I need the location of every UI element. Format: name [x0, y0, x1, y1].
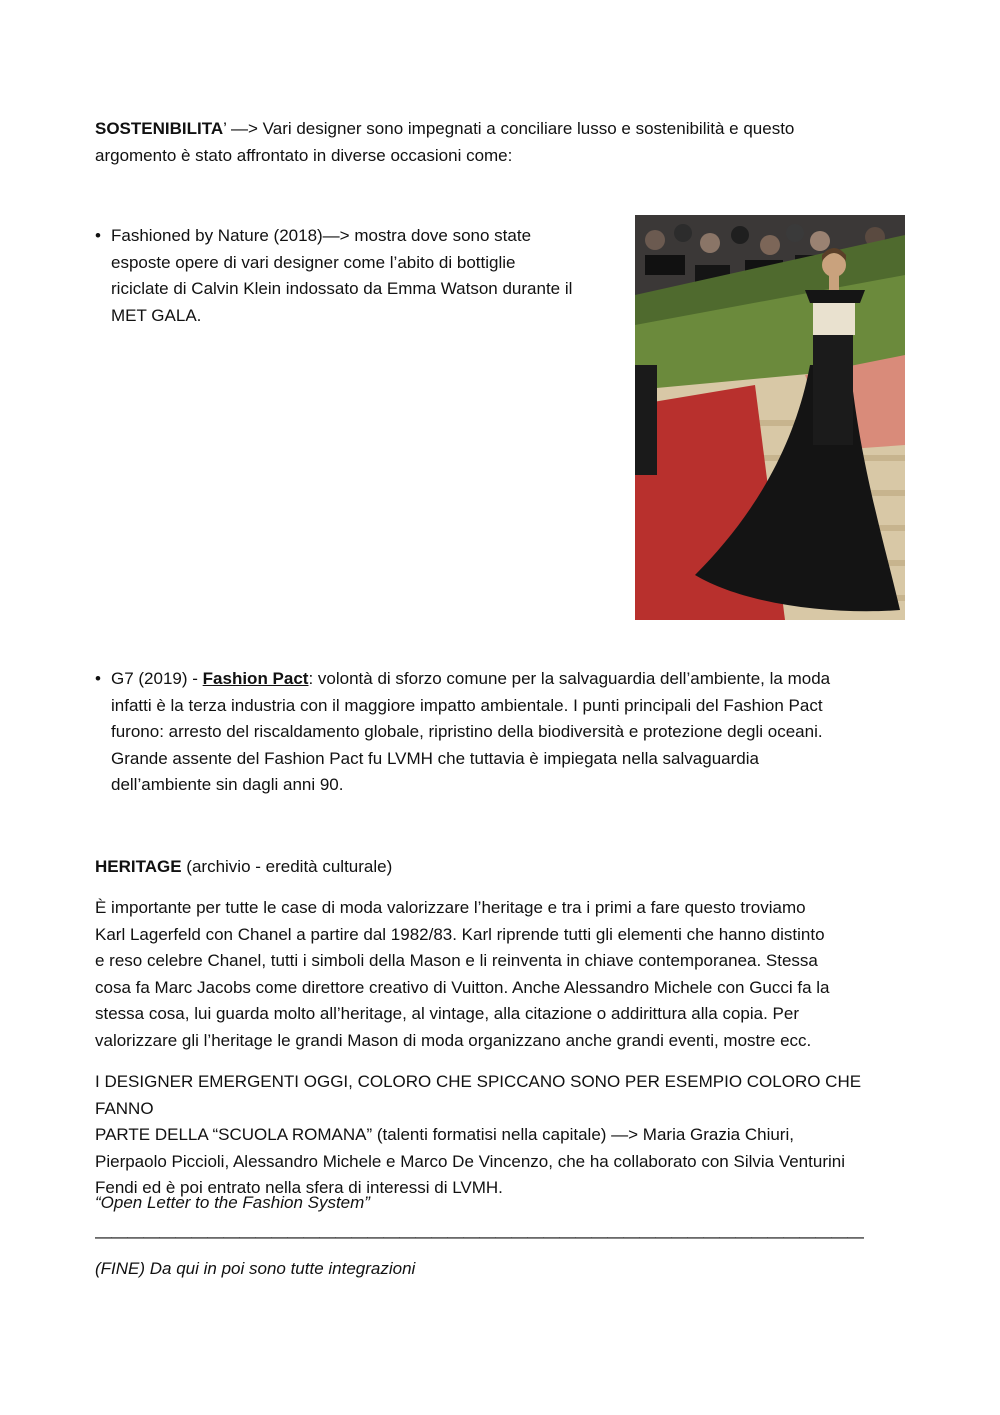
- bullet-marker: •: [95, 669, 101, 688]
- bullet2-rest: : volontà di sforzo comune per la salvaguardia dell’ambiente, la moda: [308, 669, 831, 688]
- heritage-p2-line: Fendi ed è poi entrato nella sfera di interessi di LVMH.: [95, 1178, 503, 1197]
- fine-note-text: (FINE) Da qui in poi sono tutte integrazioni: [95, 1259, 416, 1278]
- bullet1-line: esposte opere di vari designer come l’abito di bottiglie: [111, 252, 516, 272]
- bullet2-line: dell’ambiente sin dagli anni 90.: [111, 775, 344, 794]
- open-letter-quote: [95, 1190, 370, 1217]
- heritage-heading-tail: (archivio - eredità culturale): [181, 857, 393, 876]
- sostenibilita-line-2: argomento è stato affrontato in diverse occasioni come:: [95, 146, 513, 165]
- bullet2-line: infatti è la terza industria con il maggiore impatto ambientale. I punti principali del Fashion Pact: [111, 695, 823, 715]
- heritage-p1-line: È importante per tutte le case di moda valorizzare l’heritage e tra i primi a fare questo troviamo: [95, 898, 806, 917]
- bullet1-line: Fashioned by Nature (2018)—> mostra dove sono state: [111, 226, 532, 245]
- photo-illustration: [635, 215, 905, 620]
- sostenibilita-heading: SOSTENIBILITA: [95, 119, 224, 138]
- bullet2-line-1: [111, 666, 901, 693]
- bullet2-line: furono: arresto del riscaldamento globale, ripristino della biodiversità e protezione degli oceani.: [111, 722, 823, 741]
- fashion-pact-link[interactable]: Fashion Pact: [202, 669, 309, 688]
- photo-emma-watson: [635, 215, 905, 620]
- heritage-heading-line: [95, 854, 392, 881]
- heritage-p1-line: valorizzare gli l’heritage le grandi Mason di moda organizzano anche grandi eventi, mostre ecc.: [95, 1030, 812, 1050]
- heritage-p1-line: e reso celebre Chanel, tutti i simboli della Mason e li reinventa in chiave contemporanea. Stessa: [95, 951, 818, 970]
- bullet-marker: •: [95, 226, 101, 245]
- bullet1-line: riciclate di Calvin Klein indossato da Emma Watson durante il: [111, 279, 573, 298]
- heritage-paragraph-1: [95, 895, 905, 1054]
- heritage-heading: HERITAGE: [95, 857, 182, 876]
- open-letter-quote-text: “Open Letter to the Fashion System”: [95, 1193, 370, 1212]
- heritage-p2-line: PARTE DELLA “SCUOLA ROMANA” (talenti formatisi nella capitale) —> Maria Grazia Chiuri,: [95, 1125, 794, 1144]
- heritage-paragraph-2: [95, 1069, 915, 1202]
- fine-note: [95, 1256, 415, 1283]
- bullet1-line: MET GALA.: [111, 305, 202, 325]
- heritage-p1-line: cosa fa Marc Jacobs come direttore creativo di Vuitton. Anche Alessandro Michele con Gucci fa la: [95, 977, 830, 997]
- heritage-p1-line: stessa cosa, lui guarda molto all’heritage, al vintage, alla citazione o addirittura alla copia. Per: [95, 1004, 800, 1023]
- heritage-p2-line: Pierpaolo Piccioli, Alessandro Michele e Marco De Vincenzo, che ha collaborato con Silvia Venturini: [95, 1151, 845, 1171]
- divider-line: ————————————————————————————————————————————————: [95, 1227, 863, 1246]
- sostenibilita-line-1: [95, 116, 794, 143]
- heritage-p1-line: Karl Lagerfeld con Chanel a partire dal 1982/83. Karl riprende tutti gli elementi che hanno distinto: [95, 924, 825, 944]
- sostenibilita-heading-tail: ’ —> Vari designer sono impegnati a conciliare lusso e sostenibilità e questo: [223, 119, 795, 138]
- bullet2-line: Grande assente del Fashion Pact fu LVMH che tuttavia è impiegata nella salvaguardia: [111, 748, 759, 768]
- bullet2-prefix: G7 (2019) -: [111, 669, 203, 688]
- heritage-p2-line: I DESIGNER EMERGENTI OGGI, COLORO CHE SPICCANO SONO PER ESEMPIO COLORO CHE FANNO: [95, 1072, 862, 1118]
